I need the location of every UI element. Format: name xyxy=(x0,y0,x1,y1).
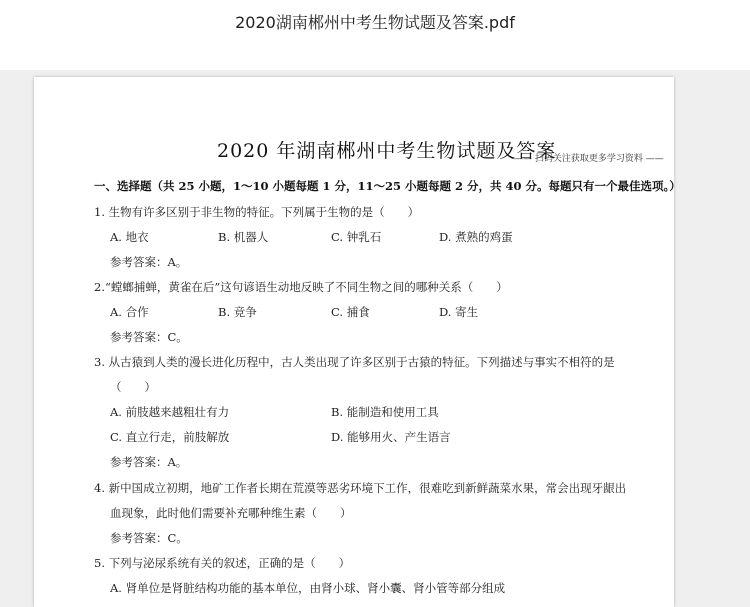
question-1-answer: 参考答案：A。 xyxy=(110,255,188,269)
watermark-text: —— 扫码关注获取更多学习资料 —— xyxy=(514,154,664,164)
question-2-option-a: A. 合作 xyxy=(110,305,149,319)
question-5-option-a: A. 肾单位是肾脏结构功能的基本单位，由肾小球、肾小囊、肾小管等部分组成 xyxy=(110,581,506,595)
page-heading xyxy=(217,140,557,166)
question-4-stem-continued: 血现象，此时他们需要补充哪种维生素（ ） xyxy=(110,506,352,520)
question-1-option-c: C. 钟乳石 xyxy=(331,230,382,244)
question-3-stem-continued: （ ） xyxy=(110,380,156,394)
question-3-option-a: A. 前肢越来越粗壮有力 xyxy=(110,405,230,419)
question-3-option-c: C. 直立行走，前肢解放 xyxy=(110,430,230,444)
question-2-option-b: B. 竞争 xyxy=(218,305,257,319)
question-3-option-b: B. 能制造和使用工具 xyxy=(331,405,439,419)
question-2-stem: 2.“螳螂捕蝉，黄雀在后”这句谚语生动地反映了不同生物之间的哪种关系（ ） xyxy=(94,280,508,294)
file-title: 2020湖南郴州中考生物试题及答案.pdf xyxy=(235,13,515,32)
question-1-option-d: D. 煮熟的鸡蛋 xyxy=(439,230,513,244)
question-3-stem: 3. 从古猿到人类的漫长进化历程中，古人类出现了许多区别于古猿的特征。下列描述与事实不相符的是 xyxy=(94,355,615,369)
question-1-option-b: B. 机器人 xyxy=(218,230,269,244)
question-2-option-d: D. 寄生 xyxy=(439,305,479,319)
question-1-stem: 1. 生物有许多区别于非生物的特征。下列属于生物的是（ ） xyxy=(94,205,420,219)
document-page xyxy=(34,77,681,607)
title-bar xyxy=(0,0,750,70)
question-3-answer: 参考答案：A。 xyxy=(110,455,188,469)
question-2-answer: 参考答案：C。 xyxy=(110,330,188,344)
section-title: 一、选择题（共 25 小题，1～10 小题每题 1 分，11～25 小题每题 2 分，共 40 分。每题只有一个最佳选项。） xyxy=(94,179,681,193)
question-4-stem: 4. 新中国成立初期，地矿工作者长期在荒漠等恶劣环境下工作，很难吃到新鲜蔬菜水果，常会出现牙龈出 xyxy=(94,481,627,495)
page-heading-text: 2020 年湖南郴州中考生物试题及答案 xyxy=(217,140,557,162)
question-1-option-a: A. 地衣 xyxy=(110,230,149,244)
question-2-option-c: C. 捕食 xyxy=(331,305,370,319)
question-5-stem: 5. 下列与泌尿系统有关的叙述，正确的是（ ） xyxy=(94,556,351,570)
question-4-answer: 参考答案：C。 xyxy=(110,531,188,545)
question-3-option-d: D. 能够用火、产生语言 xyxy=(331,430,451,444)
